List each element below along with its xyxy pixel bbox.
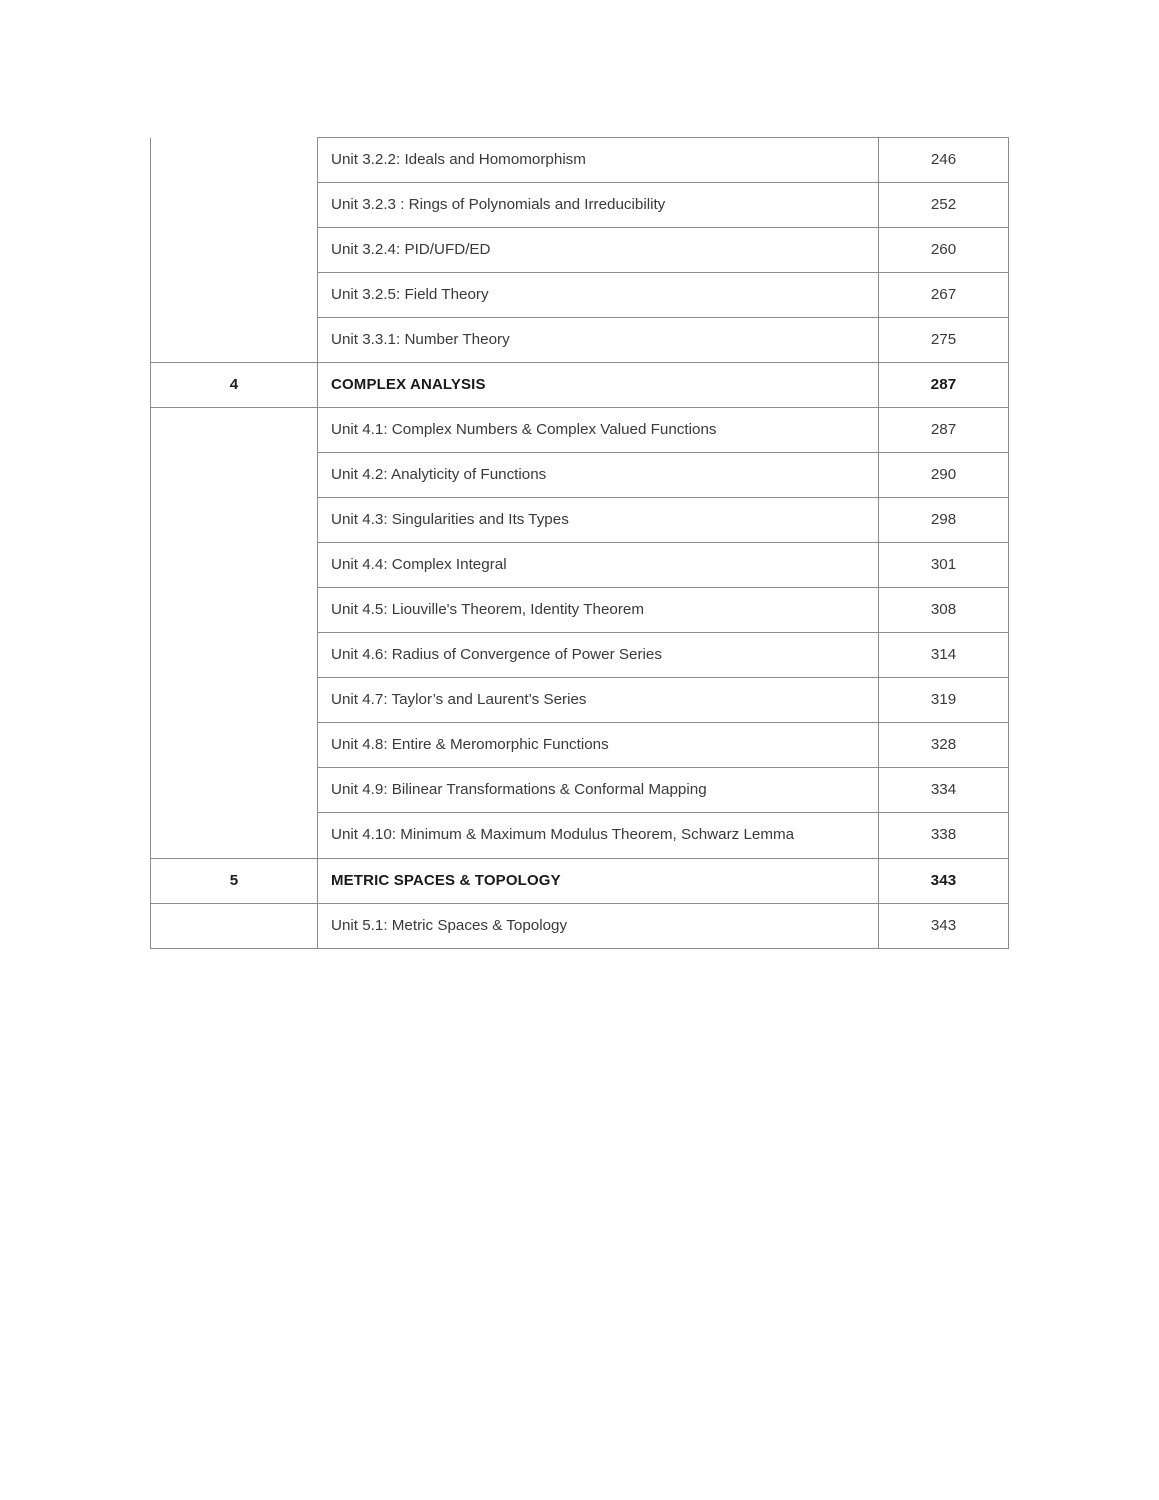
- entry-page-number: 301: [879, 543, 1009, 588]
- entry-title: Unit 3.2.5: Field Theory: [318, 273, 879, 318]
- section-title: COMPLEX ANALYSIS: [318, 363, 879, 408]
- section-page-number: 343: [879, 858, 1009, 903]
- section-header-row: [151, 858, 1009, 903]
- section-title: METRIC SPACES & TOPOLOGY: [318, 858, 879, 903]
- entry-page-number: 275: [879, 318, 1009, 363]
- entry-title: Unit 4.7: Taylor’s and Laurent’s Series: [318, 678, 879, 723]
- entry-page-number: 252: [879, 183, 1009, 228]
- entry-title: Unit 4.9: Bilinear Transformations & Conformal Mapping: [318, 768, 879, 813]
- section-number: 5: [151, 858, 318, 903]
- entry-title: Unit 4.8: Entire & Meromorphic Functions: [318, 723, 879, 768]
- entry-page-number: 319: [879, 678, 1009, 723]
- entry-title: Unit 4.3: Singularities and Its Types: [318, 498, 879, 543]
- table-row: [151, 408, 1009, 453]
- entry-title: Unit 4.4: Complex Integral: [318, 543, 879, 588]
- entry-page-number: 246: [879, 138, 1009, 183]
- entry-page-number: 308: [879, 588, 1009, 633]
- entry-title: Unit 5.1: Metric Spaces & Topology: [318, 903, 879, 948]
- entry-title: Unit 4.1: Complex Numbers & Complex Valued Functions: [318, 408, 879, 453]
- section-page-number: 287: [879, 363, 1009, 408]
- table-of-contents-table: [150, 137, 1009, 949]
- section-header-row: [151, 363, 1009, 408]
- entry-page-number: 267: [879, 273, 1009, 318]
- entry-title: Unit 3.3.1: Number Theory: [318, 318, 879, 363]
- toc-table-body: [151, 138, 1009, 949]
- entry-page-number: 298: [879, 498, 1009, 543]
- entry-page-number: 260: [879, 228, 1009, 273]
- entry-title: Unit 4.6: Radius of Convergence of Power Series: [318, 633, 879, 678]
- table-row: [151, 903, 1009, 948]
- entry-page-number: 343: [879, 903, 1009, 948]
- entry-page-number: 287: [879, 408, 1009, 453]
- entry-page-number: 290: [879, 453, 1009, 498]
- entry-title: Unit 3.2.2: Ideals and Homomorphism: [318, 138, 879, 183]
- section-number: 4: [151, 363, 318, 408]
- entry-title: Unit 4.2: Analyticity of Functions: [318, 453, 879, 498]
- entry-page-number: 328: [879, 723, 1009, 768]
- entry-page-number: 314: [879, 633, 1009, 678]
- entry-title: Unit 3.2.4: PID/UFD/ED: [318, 228, 879, 273]
- entry-title: Unit 4.10: Minimum & Maximum Modulus Theorem, Schwarz Lemma: [318, 813, 879, 858]
- entry-title: Unit 3.2.3 : Rings of Polynomials and Irreducibility: [318, 183, 879, 228]
- unit-number-cell: [151, 903, 318, 948]
- unit-number-cell: [151, 408, 318, 858]
- table-row: [151, 138, 1009, 183]
- entry-title: Unit 4.5: Liouville's Theorem, Identity Theorem: [318, 588, 879, 633]
- entry-page-number: 334: [879, 768, 1009, 813]
- entry-page-number: 338: [879, 813, 1009, 858]
- unit-number-cell: [151, 138, 318, 363]
